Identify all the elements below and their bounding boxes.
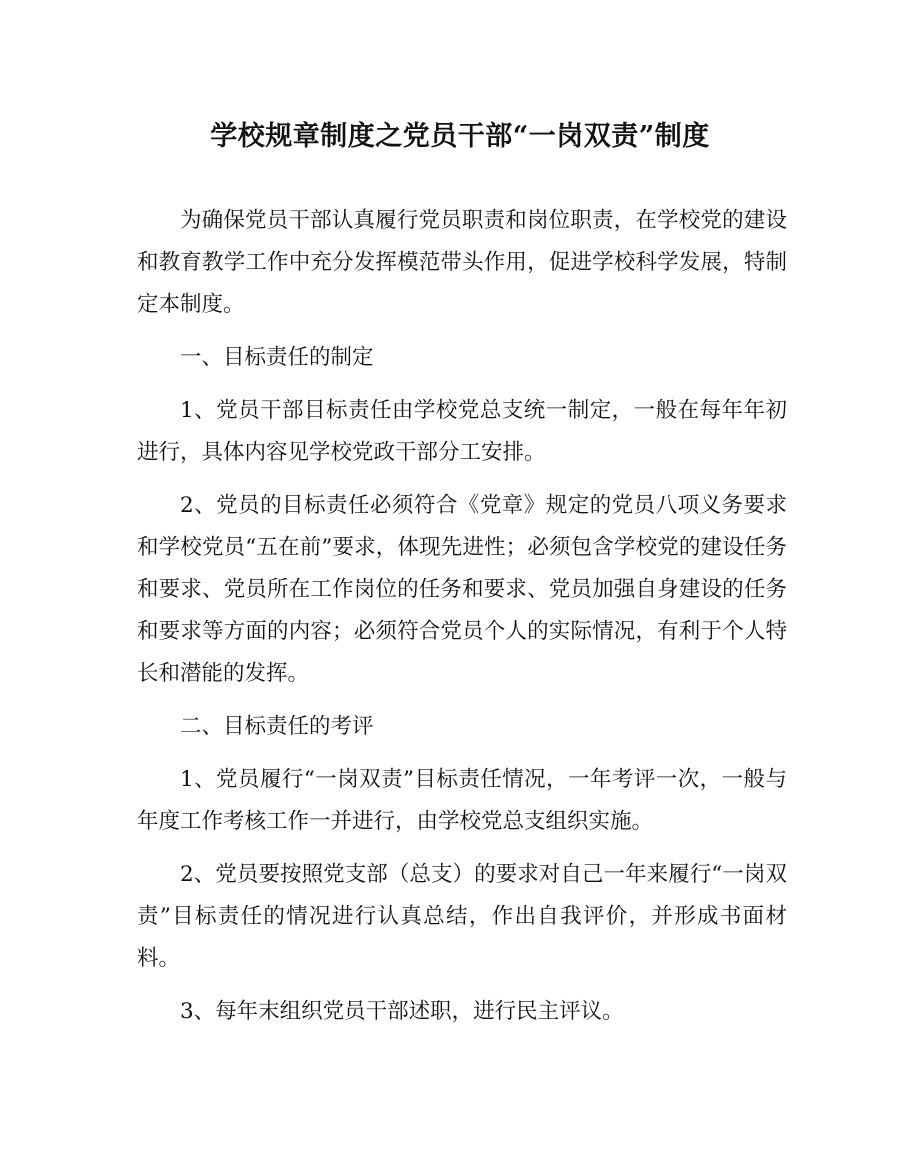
section-1-item-1: 1、党员干部目标责任由学校党总支统一制定，一般在每年年初进行，具体内容见学校党政干部分工安排。 [137, 398, 787, 465]
document-body [137, 200, 787, 1044]
section-heading-2: 二、目标责任的考评 [180, 714, 374, 739]
document-title: 学校规章制度之党员干部“一岗双责”制度 [210, 121, 710, 152]
section-1-item-2: 2、党员的目标责任必须符合《党章》规定的党员八项义务要求和学校党员“五在前”要求，体现先进性；必须包含学校党的建设任务和要求、党员所在工作岗位的任务和要求、党员加强自身建设的任务和要求等方面的内容；必须符合党员个人的实际情况，有利于个人特长和潜能的发挥。 [137, 493, 787, 686]
section-2-item-3: 3、每年末组织党员干部述职，进行民主评议。 [180, 999, 624, 1024]
section-heading-1: 一、目标责任的制定 [180, 345, 374, 370]
section-2-item-1: 1、党员履行“一岗双责”目标责任情况，一年考评一次，一般与年度工作考核工作一并进行，由学校党总支组织实施。 [137, 767, 787, 834]
section-2-item-2: 2、党员要按照党支部（总支）的要求对自己一年来履行“一岗双责”目标责任的情况进行认真总结，作出自我评价，并形成书面材料。 [137, 862, 787, 971]
intro-paragraph: 为确保党员干部认真履行党员职责和岗位职责，在学校党的建设和教育教学工作中充分发挥模范带头作用，促进学校科学发展，特制定本制度。 [137, 208, 787, 317]
